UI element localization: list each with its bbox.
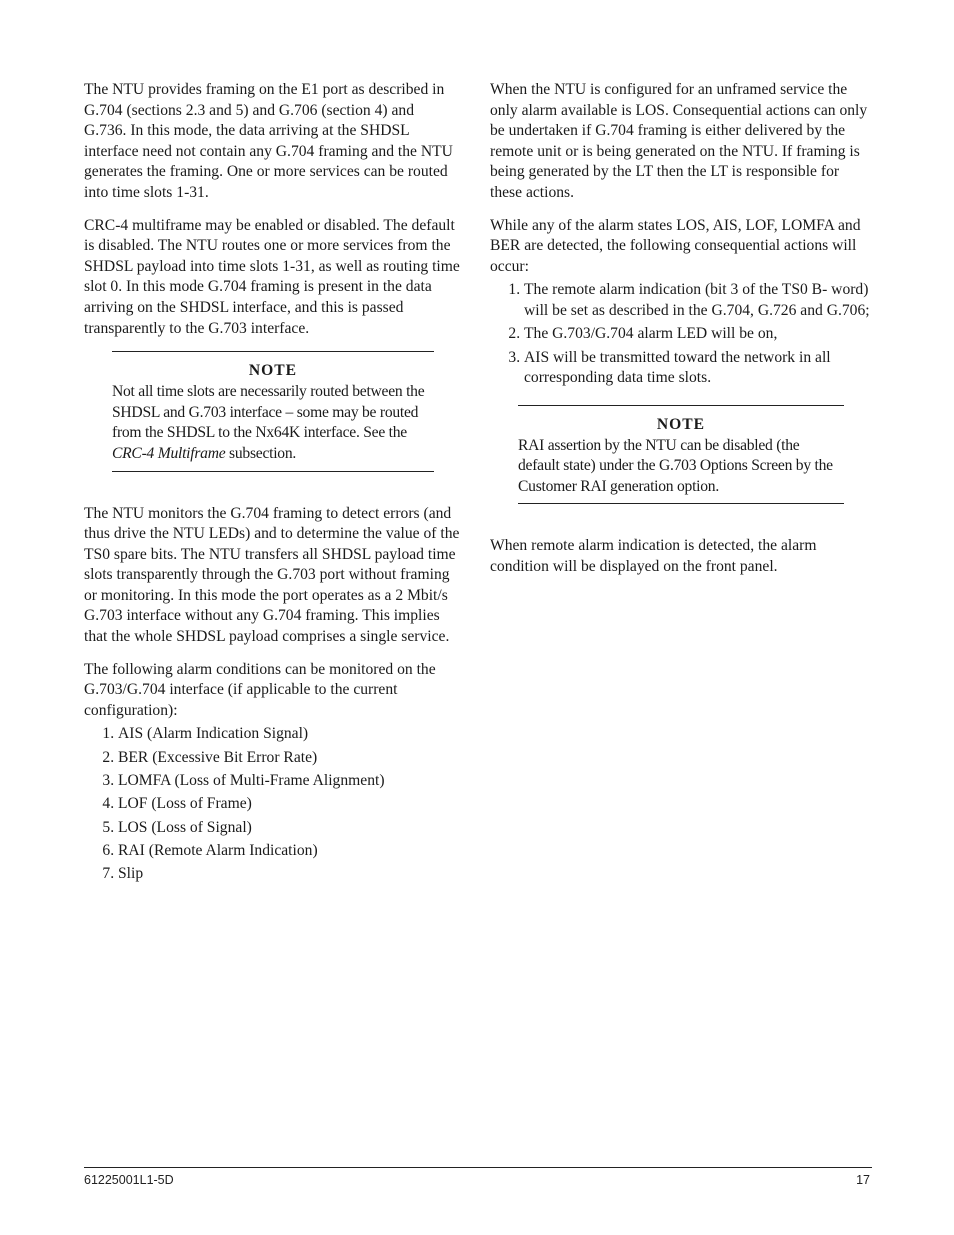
list-item: 2. BER (Excessive Bit Error Rate) — [118, 748, 460, 769]
list-item: 6. RAI (Remote Alarm Indication) — [118, 841, 460, 862]
note-title: NOTE — [656, 415, 706, 433]
note-body — [112, 382, 434, 464]
list-item: 3. AIS will be transmitted toward the network in all corresponding data time slots. — [524, 348, 870, 389]
list-item: 2. The G.703/G.704 alarm LED will be on, — [524, 324, 870, 345]
crc4-paragraph: CRC-4 multiframe may be enabled or disabled. The default is disabled. The NTU routes one or more services from the SHDSL payload into time slots 1-31, as well as routing time slot 0. In this mode G.704 framing is present in the data arriving on the SHDSL interface, and this is passed transparently to the G.703 interface. — [84, 216, 460, 337]
note-crc4-reference: CRC-4 Multiframe — [112, 444, 226, 462]
unframed-alarm-paragraph: When the NTU is configured for an unframed service the only alarm available is LOS. Consequential actions can only be undertaken if G.704 framing is either delivered by the remote unit or is being generated on the NTU. If framing is being generated by the LT then the LT is responsible for these actions. — [490, 81, 868, 201]
alarm-intro-paragraph: The following alarm conditions can be monitored on the G.703/G.704 interface (if applicable to the current configuration): — [84, 660, 436, 719]
consequential-actions-intro: While any of the alarm states LOS, AIS, LOF, LOMFA and BER are detected, the following consequential actions will occur: — [490, 216, 861, 275]
remote-alarm-paragraph: When remote alarm indication is detected, the alarm condition will be displayed on the front panel. — [490, 537, 817, 576]
left-column — [84, 80, 460, 897]
right-column — [490, 80, 870, 590]
list-item: 5. LOS (Loss of Signal) — [118, 818, 460, 839]
note-body: RAI assertion by the NTU can be disabled (the default state) under the G.703 Options Screen by the Customer RAI generation option. — [518, 436, 833, 495]
note-title: NOTE — [248, 362, 298, 380]
alarm-conditions-list — [84, 724, 460, 884]
list-item: 3. LOMFA (Loss of Multi-Frame Alignment) — [118, 771, 460, 792]
list-item: 4. LOF (Loss of Frame) — [118, 794, 460, 815]
note-box-rai — [518, 405, 844, 505]
footer-divider — [84, 1167, 872, 1168]
unframed-mode-paragraph: The NTU monitors the G.704 framing to detect errors (and thus drive the NTU LEDs) and to determine the value of the TS0 spare bits. The NTU transfers all SHDSL payload time slots transparently through the G.703 port without framing or monitoring. In this mode the port operates as a 2 Mbit/s G.703 interface without any G.704 framing. This implies that the whole SHDSL payload comprises a single service. — [84, 504, 460, 646]
consequential-actions-list — [490, 280, 870, 388]
list-item: 7. Slip — [118, 864, 460, 885]
note-text-start: Not all time slots are necessarily routed between the SHDSL and G.703 interface – some may be routed from the SHDSL to the Nx64K interface. See the — [112, 383, 425, 442]
list-item: 1. The remote alarm indication (bit 3 of the TS0 B- word) will be set as described in the G.704, G.726 and G.706; — [524, 280, 870, 321]
note-text-end: subsection. — [225, 444, 297, 462]
page-number: 17 — [856, 1173, 870, 1187]
list-item: 1. AIS (Alarm Indication Signal) — [118, 724, 460, 745]
framed-mode-paragraph: The NTU provides framing on the E1 port as described in G.704 (sections 2.3 and 5) and G.706 (section 4) and G.736. In this mode, the data arriving at the SHDSL interface need not contain any G.704 framing and the NTU generates the framing. One or more services can be routed into time slots 1-31. — [84, 81, 453, 201]
document-number: 61225001L1-5D — [84, 1173, 174, 1187]
note-box-timeslots — [112, 351, 434, 471]
